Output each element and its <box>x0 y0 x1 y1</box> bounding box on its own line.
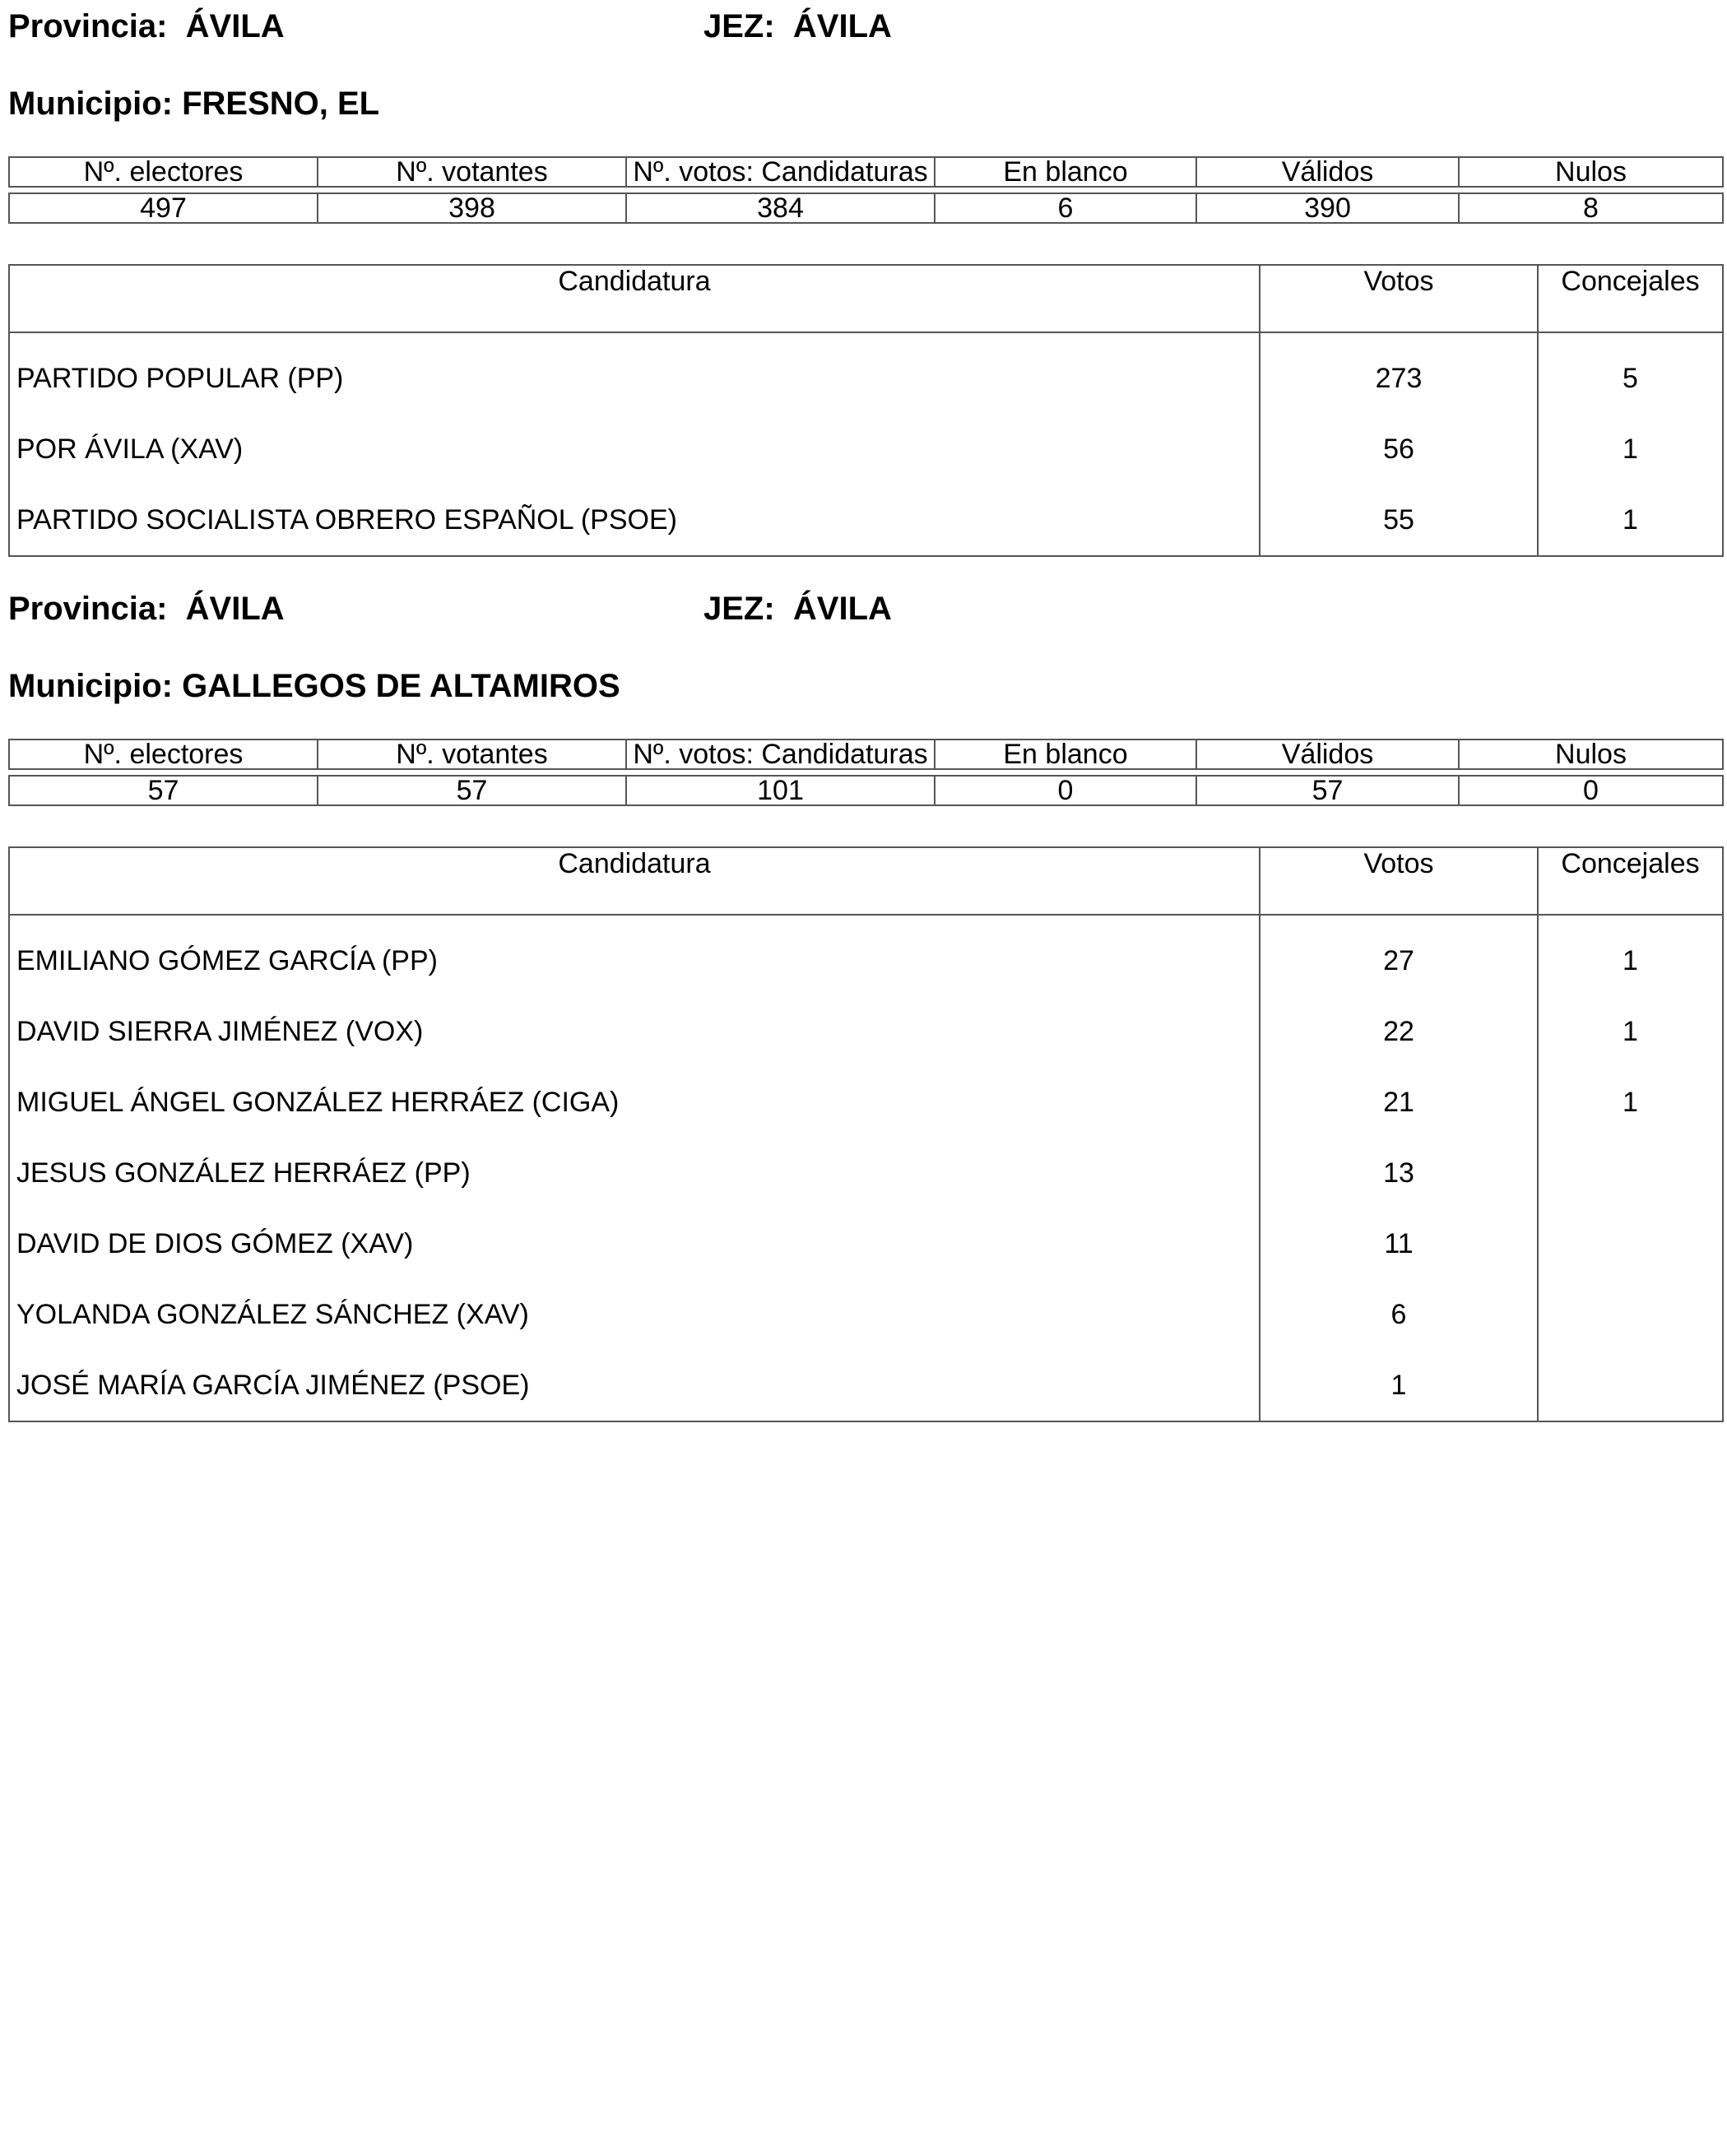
candidate-name: JESUS GONZÁLEZ HERRÁEZ (PP) <box>9 1138 1260 1208</box>
table-row <box>9 915 1723 996</box>
value-nulos: 0 <box>1459 776 1723 805</box>
candidate-name: PARTIDO POPULAR (PP) <box>9 332 1260 414</box>
value-nulos: 8 <box>1459 193 1723 223</box>
header-nulos: Nulos <box>1459 157 1723 187</box>
header-votos: Votos <box>1260 847 1538 915</box>
table-row <box>9 414 1723 485</box>
header-candidatura: Candidatura <box>9 847 1260 915</box>
candidate-votos: 27 <box>1260 915 1538 996</box>
header-en-blanco: En blanco <box>935 157 1196 187</box>
header-concejales: Concejales <box>1538 847 1723 915</box>
candidate-concejales <box>1538 1138 1723 1208</box>
header-validos: Válidos <box>1196 157 1459 187</box>
provincia-label: Provincia: <box>8 591 168 627</box>
municipio-value: GALLEGOS DE ALTAMIROS <box>182 668 620 704</box>
candidate-votos: 55 <box>1260 485 1538 556</box>
value-electores: 57 <box>9 776 318 805</box>
header-candidatura: Candidatura <box>9 265 1260 332</box>
value-validos: 390 <box>1196 193 1459 223</box>
provincia-label: Provincia: <box>8 8 168 44</box>
provincia-line <box>8 589 892 628</box>
summary-table <box>8 739 1724 806</box>
header-nulos: Nulos <box>1459 740 1723 769</box>
header-electores: Nº. electores <box>9 157 318 187</box>
candidate-votos: 13 <box>1260 1138 1538 1208</box>
value-electores: 497 <box>9 193 318 223</box>
jez-value: ÁVILA <box>792 591 892 627</box>
table-row <box>9 1138 1723 1208</box>
candidate-votos: 21 <box>1260 1067 1538 1138</box>
header-electores: Nº. electores <box>9 740 318 769</box>
candidate-concejales: 1 <box>1538 1067 1723 1138</box>
header-votantes: Nº. votantes <box>318 740 626 769</box>
table-row <box>9 485 1723 556</box>
municipio-label: Municipio: <box>8 86 173 122</box>
candidate-votos: 273 <box>1260 332 1538 414</box>
candidate-votos: 22 <box>1260 996 1538 1067</box>
table-row <box>9 996 1723 1067</box>
candidate-concejales: 1 <box>1538 485 1723 556</box>
municipio-line <box>8 666 620 706</box>
value-validos: 57 <box>1196 776 1459 805</box>
header-votos: Votos <box>1260 265 1538 332</box>
header-votantes: Nº. votantes <box>318 157 626 187</box>
candidate-concejales <box>1538 1279 1723 1350</box>
header-validos: Válidos <box>1196 740 1459 769</box>
summary-table <box>8 156 1724 224</box>
header-concejales: Concejales <box>1538 265 1723 332</box>
value-votantes: 57 <box>318 776 626 805</box>
candidates-table <box>8 264 1724 557</box>
provincia-value: ÁVILA <box>185 8 285 44</box>
candidate-votos: 11 <box>1260 1208 1538 1279</box>
candidate-concejales <box>1538 1208 1723 1279</box>
candidate-concejales <box>1538 1350 1723 1421</box>
value-votos-candidaturas: 384 <box>626 193 935 223</box>
header-votos-candidaturas: Nº. votos: Candidaturas <box>626 740 935 769</box>
summary-header-row <box>9 157 1723 187</box>
candidate-name: YOLANDA GONZÁLEZ SÁNCHEZ (XAV) <box>9 1279 1260 1350</box>
candidate-name: DAVID SIERRA JIMÉNEZ (VOX) <box>9 996 1260 1067</box>
table-row <box>9 1279 1723 1350</box>
jez-line <box>703 589 892 628</box>
provincia-line <box>8 7 892 46</box>
table-row <box>9 1208 1723 1279</box>
value-en-blanco: 6 <box>935 193 1196 223</box>
candidate-name: DAVID DE DIOS GÓMEZ (XAV) <box>9 1208 1260 1279</box>
municipio-line <box>8 84 379 123</box>
header-en-blanco: En blanco <box>935 740 1196 769</box>
candidate-votos: 1 <box>1260 1350 1538 1421</box>
municipio-label: Municipio: <box>8 668 173 704</box>
candidates-header-row <box>9 265 1723 332</box>
candidate-name: POR ÁVILA (XAV) <box>9 414 1260 485</box>
table-row <box>9 332 1723 414</box>
candidate-name: EMILIANO GÓMEZ GARCÍA (PP) <box>9 915 1260 996</box>
summary-value-row <box>9 776 1723 805</box>
candidate-concejales: 1 <box>1538 414 1723 485</box>
candidate-concejales: 5 <box>1538 332 1723 414</box>
jez-label: JEZ: <box>703 8 775 44</box>
provincia-value: ÁVILA <box>185 591 285 627</box>
jez-value: ÁVILA <box>792 8 892 44</box>
candidate-name: PARTIDO SOCIALISTA OBRERO ESPAÑOL (PSOE) <box>9 485 1260 556</box>
summary-header-row <box>9 740 1723 769</box>
jez-line <box>703 7 892 46</box>
candidate-votos: 6 <box>1260 1279 1538 1350</box>
candidates-table <box>8 846 1724 1422</box>
candidates-header-row <box>9 847 1723 915</box>
jez-label: JEZ: <box>703 591 775 627</box>
header-votos-candidaturas: Nº. votos: Candidaturas <box>626 157 935 187</box>
candidate-concejales: 1 <box>1538 915 1723 996</box>
candidate-name: MIGUEL ÁNGEL GONZÁLEZ HERRÁEZ (CIGA) <box>9 1067 1260 1138</box>
municipio-value: FRESNO, EL <box>182 86 380 122</box>
candidate-votos: 56 <box>1260 414 1538 485</box>
value-en-blanco: 0 <box>935 776 1196 805</box>
candidate-concejales: 1 <box>1538 996 1723 1067</box>
summary-value-row <box>9 193 1723 223</box>
candidate-name: JOSÉ MARÍA GARCÍA JIMÉNEZ (PSOE) <box>9 1350 1260 1421</box>
value-votos-candidaturas: 101 <box>626 776 935 805</box>
value-votantes: 398 <box>318 193 626 223</box>
table-row <box>9 1067 1723 1138</box>
table-row <box>9 1350 1723 1421</box>
